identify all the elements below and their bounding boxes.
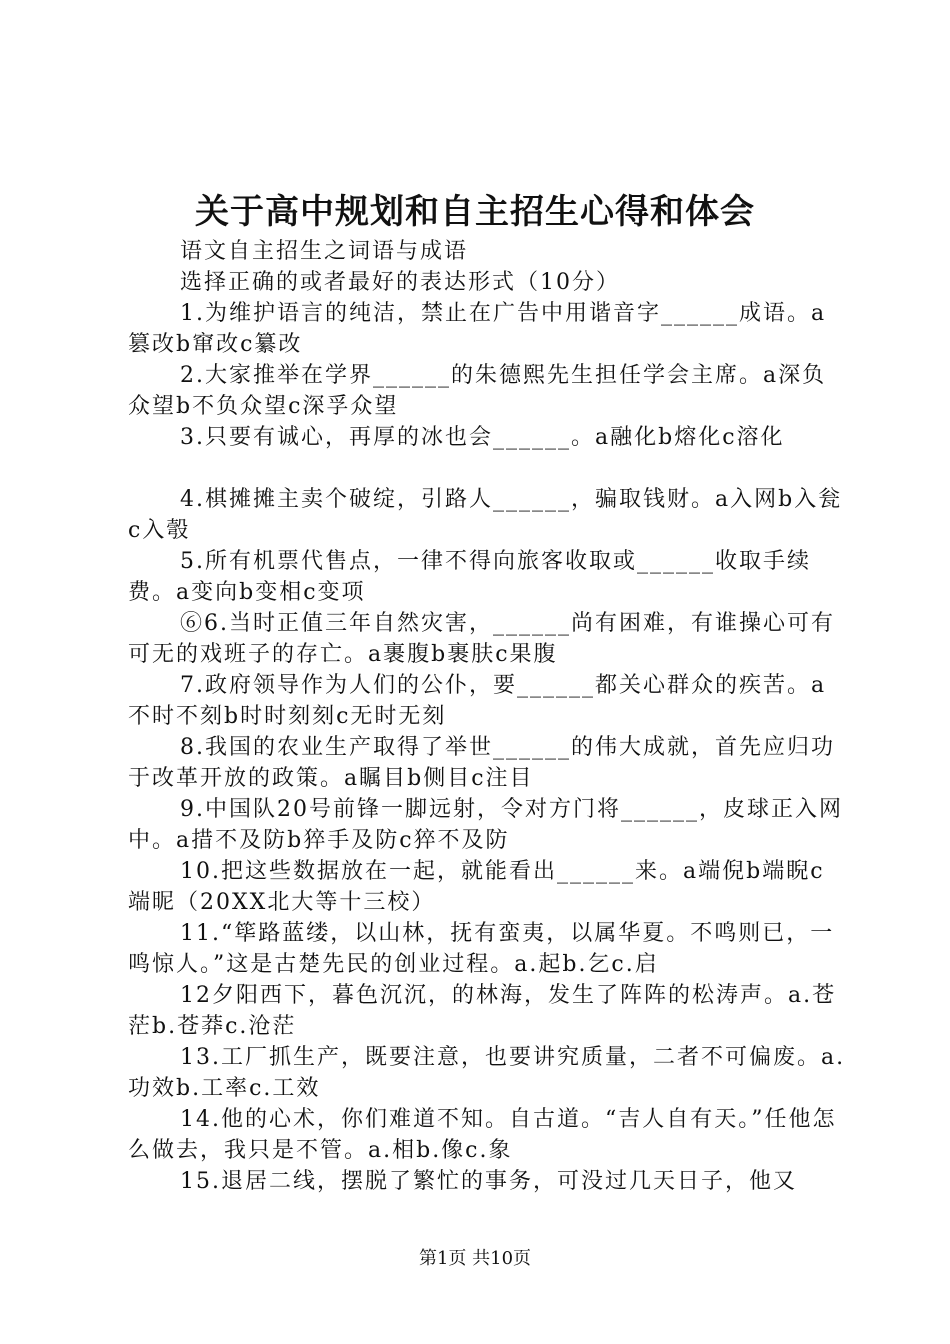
paragraph: ⑥6.当时正值三年自然灾害，______尚有困难，有谁操心可有可无的戏班子的存亡。a裹腹b裹肤c果腹 [128,611,835,667]
paragraph: 11.“筚路蓝缕，以山林，抚有蛮夷，以属华夏。不鸣则已，一鸣惊人。”这是古楚先民的创业过程。a.起b.乞c.启 [128,921,835,977]
document-title: 关于高中规划和自主招生心得和体会 [195,192,755,232]
paragraph: 14.他的心术，你们难道不知。自古道。“吉人自有天。”任他怎么做去，我只是不管。a.相b.像c.象 [128,1107,837,1163]
page-footer: 第1页 共10页 [418,1248,532,1269]
paragraph: 3.只要有诚心，再厚的冰也会______。a融化b熔化c溶化 [180,425,785,450]
document-body [128,236,848,1197]
paragraph: 13.工厂抓生产，既要注意，也要讲究质量，二者不可偏废。a.功效b.工率c.工效 [128,1045,846,1101]
paragraph: 2.大家推举在学界______的朱德熙先生担任学会主席。a深负众望b不负众望c深孚众望 [128,363,827,419]
paragraph: 7.政府领导作为人们的公仆，要______都关心群众的疾苦。a不时不刻b时时刻刻c无时无刻 [128,673,827,729]
paragraph: 选择正确的或者最好的表达形式（10分） [180,270,620,295]
paragraph: 8.我国的农业生产取得了举世______的伟大成就，首先应归功于改革开放的政策。a瞩目b侧目c注目 [128,735,835,791]
paragraph: 15.退居二线，摆脱了繁忙的事务，可没过几天日子，他又 [180,1169,797,1194]
paragraph: 10.把这些数据放在一起，就能看出______来。a端倪b端睨c端昵（20XX北大等十三校） [128,859,825,915]
paragraph: 12夕阳西下，暮色沉沉，的林海，发生了阵阵的松涛声。a.苍茫b.苍莽c.沧茫 [128,983,837,1039]
paragraph: 1.为维护语言的纯洁，禁止在广告中用谐音字______成语。a篡改b窜改c纂改 [128,301,827,357]
paragraph: 语文自主招生之词语与成语 [180,239,469,264]
paragraph: 5.所有机票代售点，一律不得向旅客收取或______收取手续费。a变向b变相c变项 [128,549,811,605]
paragraph: 4.棋摊摊主卖个破绽，引路人______，骗取钱财。a入网b入瓮c入彀 [128,487,843,543]
paragraph: 9.中国队20号前锋一脚远射，令对方门将______，皮球正入网中。a措不及防b猝手及防c猝不及防 [128,797,843,853]
